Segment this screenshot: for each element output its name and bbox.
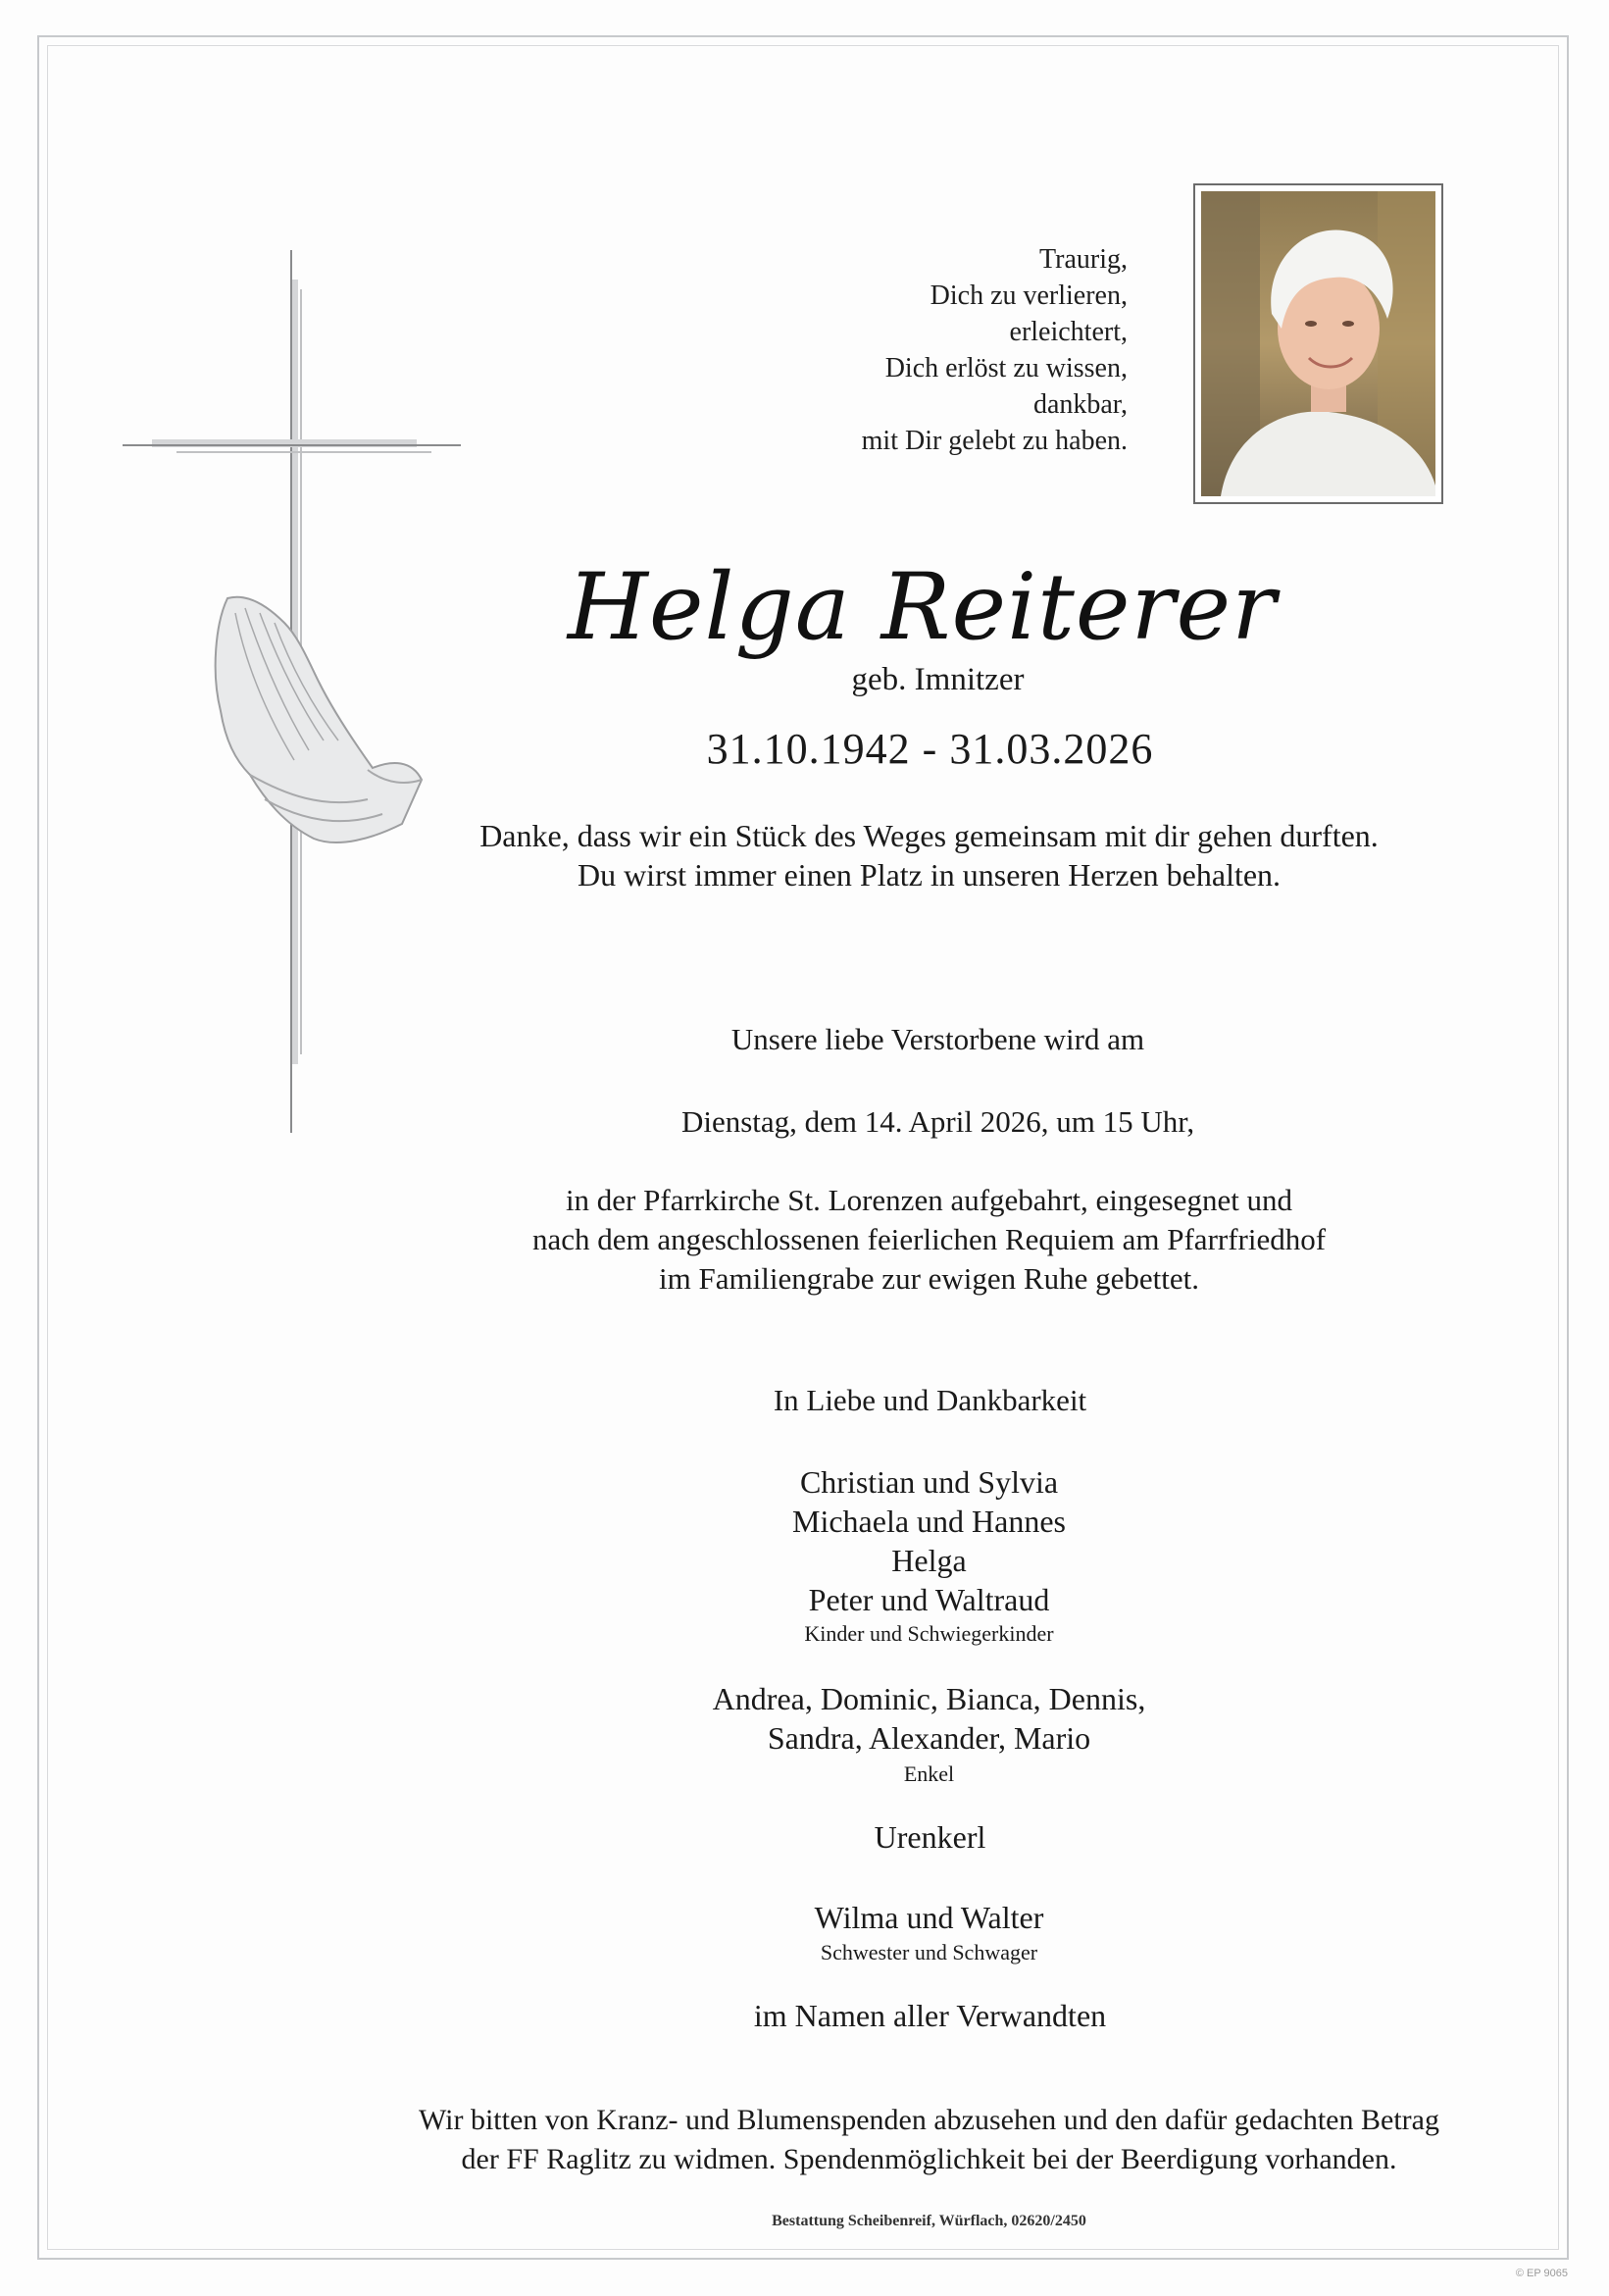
poem-line: erleichtert, xyxy=(1009,317,1128,347)
poem-line: Dich zu verlieren, xyxy=(930,281,1128,311)
mourner-line: Michaela und Hannes xyxy=(791,1504,1066,1539)
poem-line: Dich erlöst zu wissen, xyxy=(884,353,1128,383)
mourner-line: Sandra, Alexander, Mario xyxy=(767,1720,1091,1756)
children-label: Kinder und Schwiegerkinder xyxy=(804,1621,1054,1646)
grandchildren-label: Enkel xyxy=(903,1761,955,1786)
announcement-line: nach dem angeschlossenen feierlichen Requiem am Pfarrfriedhof xyxy=(531,1222,1327,1256)
announcement-line: in der Pfarrkirche St. Lorenzen aufgebahrt, eingesegnet und xyxy=(565,1183,1293,1217)
siblings-label: Schwester und Schwager xyxy=(820,1940,1038,1964)
life-dates: 31.10.1942 - 31.03.2026 xyxy=(706,725,1154,773)
mourner-line: Peter und Waltraud xyxy=(808,1582,1050,1617)
portrait-photo xyxy=(1193,183,1443,504)
grandchildren-list xyxy=(125,1679,1609,1758)
copyright-stamp: © EP 9065 xyxy=(1515,2268,1568,2279)
mourners-intro: In Liebe und Dankbarkeit xyxy=(773,1383,1087,1417)
thanks-line: Danke, dass wir ein Stück des Weges gemeinsam mit dir gehen durften. xyxy=(479,818,1379,853)
announcement-details xyxy=(125,1181,1609,1299)
request-line: der FF Raglitz zu widmen. Spendenmöglichkeit bei der Beerdigung vorhanden. xyxy=(461,2143,1397,2175)
request-line: Wir bitten von Kranz- und Blumenspenden abzusehen und den dafür gedachten Betrag xyxy=(419,2104,1439,2136)
poem xyxy=(637,241,1128,459)
poem-line: Traurig, xyxy=(1039,244,1128,275)
announcement-line: im Familiengrabe zur ewigen Ruhe gebettet. xyxy=(659,1261,1199,1296)
children-list xyxy=(125,1462,1609,1619)
closing-line: im Namen aller Verwandten xyxy=(753,1998,1107,2033)
announcement-intro: Unsere liebe Verstorbene wird am xyxy=(730,1022,1145,1056)
thanks-line: Du wirst immer einen Platz in unseren Herzen behalten. xyxy=(577,857,1282,893)
undertaker-info: Bestattung Scheibenreif, Würflach, 02620/2450 xyxy=(772,2213,1086,2229)
donation-request xyxy=(125,2101,1609,2179)
mourner-line: Helga xyxy=(891,1543,967,1578)
poem-line: mit Dir gelebt zu haben. xyxy=(861,426,1128,456)
siblings: Wilma und Walter xyxy=(814,1900,1044,1935)
deceased-name: Helga Reiterer xyxy=(567,554,1278,661)
great-grandchildren-label: Urenkerl xyxy=(874,1819,986,1855)
mourner-line: Christian und Sylvia xyxy=(799,1464,1059,1500)
poem-line: dankbar, xyxy=(1032,389,1128,420)
thanks-text xyxy=(125,816,1609,894)
announcement-date: Dienstag, dem 14. April 2026, um 15 Uhr, xyxy=(680,1104,1195,1139)
maiden-name: geb. Imnitzer xyxy=(851,662,1025,697)
mourner-line: Andrea, Dominic, Bianca, Dennis, xyxy=(712,1681,1146,1716)
